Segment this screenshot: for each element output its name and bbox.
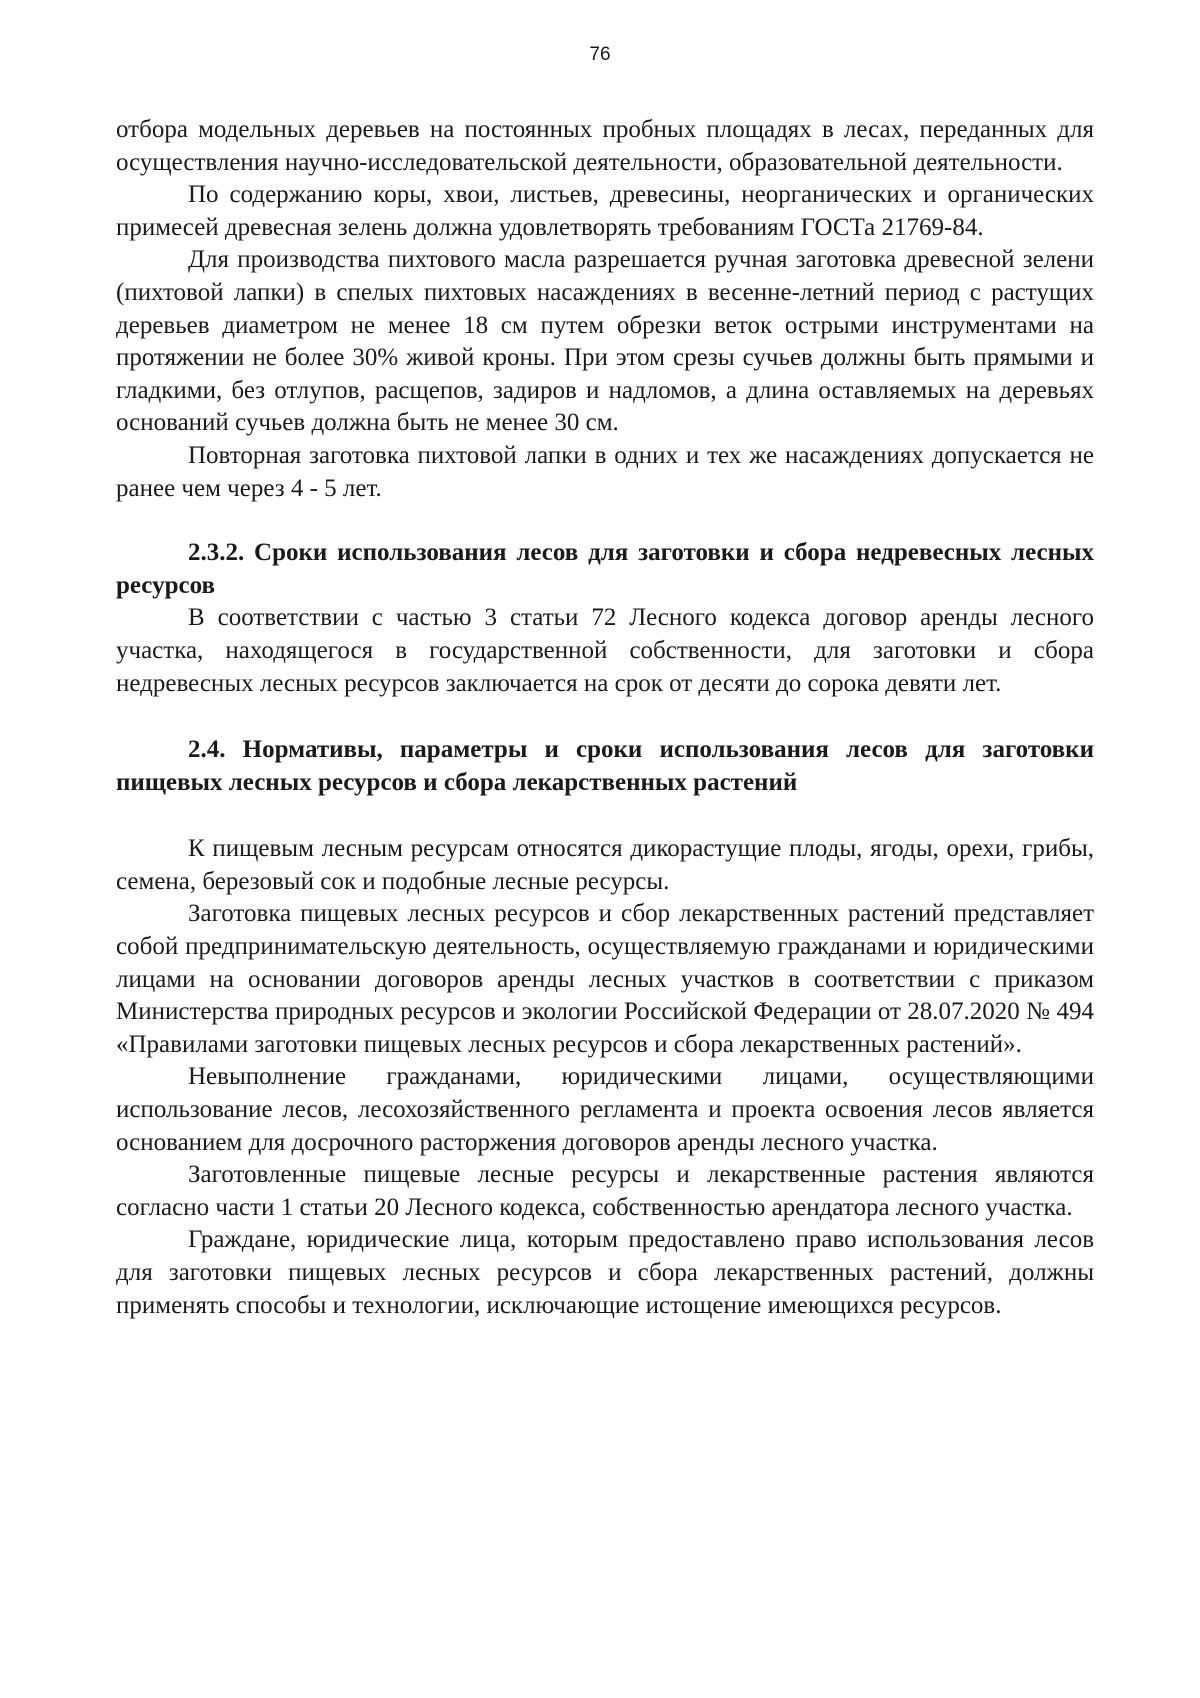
paragraph-bark-needles: По содержанию коры, хвои, листьев, древесины, неорганических и органических примесей древесная зелень должна удовлетворять требованиям ГОСТа 21769-84.: [116, 181, 1094, 241]
paragraph-food-resources: К пищевым лесным ресурсам относятся дикорастущие плоды, ягоды, орехи, грибы, семена, березовый сок и подобные лесные ресурсы.: [116, 835, 1094, 895]
section-heading-2-3-2: 2.3.2. Сроки использования лесов для заготовки и сбора недревесных лесных ресурсов: [116, 539, 1094, 599]
paragraph-continuation: отбора модельных деревьев на постоянных пробных площадях в лесах, переданных для осуществления научно-исследовательской деятельности, образовательной деятельности.: [116, 116, 1094, 176]
paragraph-non-compliance: Невыполнение гражданами, юридическими лицами, осуществляющими использование лесов, лесохозяйственного регламента и проекта освоения лесов является основанием для досрочного расторжения договоров аренды лесного участка.: [116, 1063, 1094, 1156]
paragraph-fir-oil: Для производства пихтового масла разрешается ручная заготовка древесной зелени (пихтовой лапки) в спелых пихтовых насаждениях в весенне-летний период с растущих деревьев диаметром не менее 18 см путем обрезки веток острыми инструментами на протяжении не более 30% живой кроны. При этом срезы сучьев должны быть прямыми и гладкими, без отлупов, расщепов, задиров и надломов, а длина оставляемых на деревьях оснований сучьев должна быть не менее 30 см.: [116, 246, 1094, 437]
paragraph-ownership: Заготовленные пищевые лесные ресурсы и лекарственные растения являются согласно части 1 статьи 20 Лесного кодекса, собственностью арендатора лесного участка.: [116, 1161, 1094, 1221]
paragraph-lease-term: В соответствии с частью 3 статьи 72 Лесного кодекса договор аренды лесного участка, находящегося в государственной собственности, для заготовки и сбора недревесных лесных ресурсов заключается на срок от десяти до сорока девяти лет.: [116, 604, 1094, 697]
paragraph-technologies: Граждане, юридические лица, которым предоставлено право использования лесов для заготовки пищевых лесных ресурсов и сбора лекарственных растений, должны применять способы и технологии, исключающие истощение имеющихся ресурсов.: [116, 1226, 1094, 1319]
page-number: 76: [589, 44, 611, 65]
paragraph-harvesting-activity: Заготовка пищевых лесных ресурсов и сбор лекарственных растений представляет собой предпринимательскую деятельность, осуществляемую гражданами и юридическими лицами на основании договоров аренды лесных участков в соответствии с приказом Министерства природных ресурсов и экологии Российской Федерации от 28.07.2020 № 494 «Правилами заготовки пищевых лесных ресурсов и сбора лекарственных растений».: [116, 900, 1094, 1058]
paragraph-repeat-harvest: Повторная заготовка пихтовой лапки в одних и тех же насаждениях допускается не ранее чем через 4 - 5 лет.: [116, 441, 1094, 502]
section-heading-2-4: 2.4. Нормативы, параметры и сроки использования лесов для заготовки пищевых лесных ресурсов и сбора лекарственных растений: [116, 736, 1094, 796]
document-body: [116, 114, 1094, 1322]
